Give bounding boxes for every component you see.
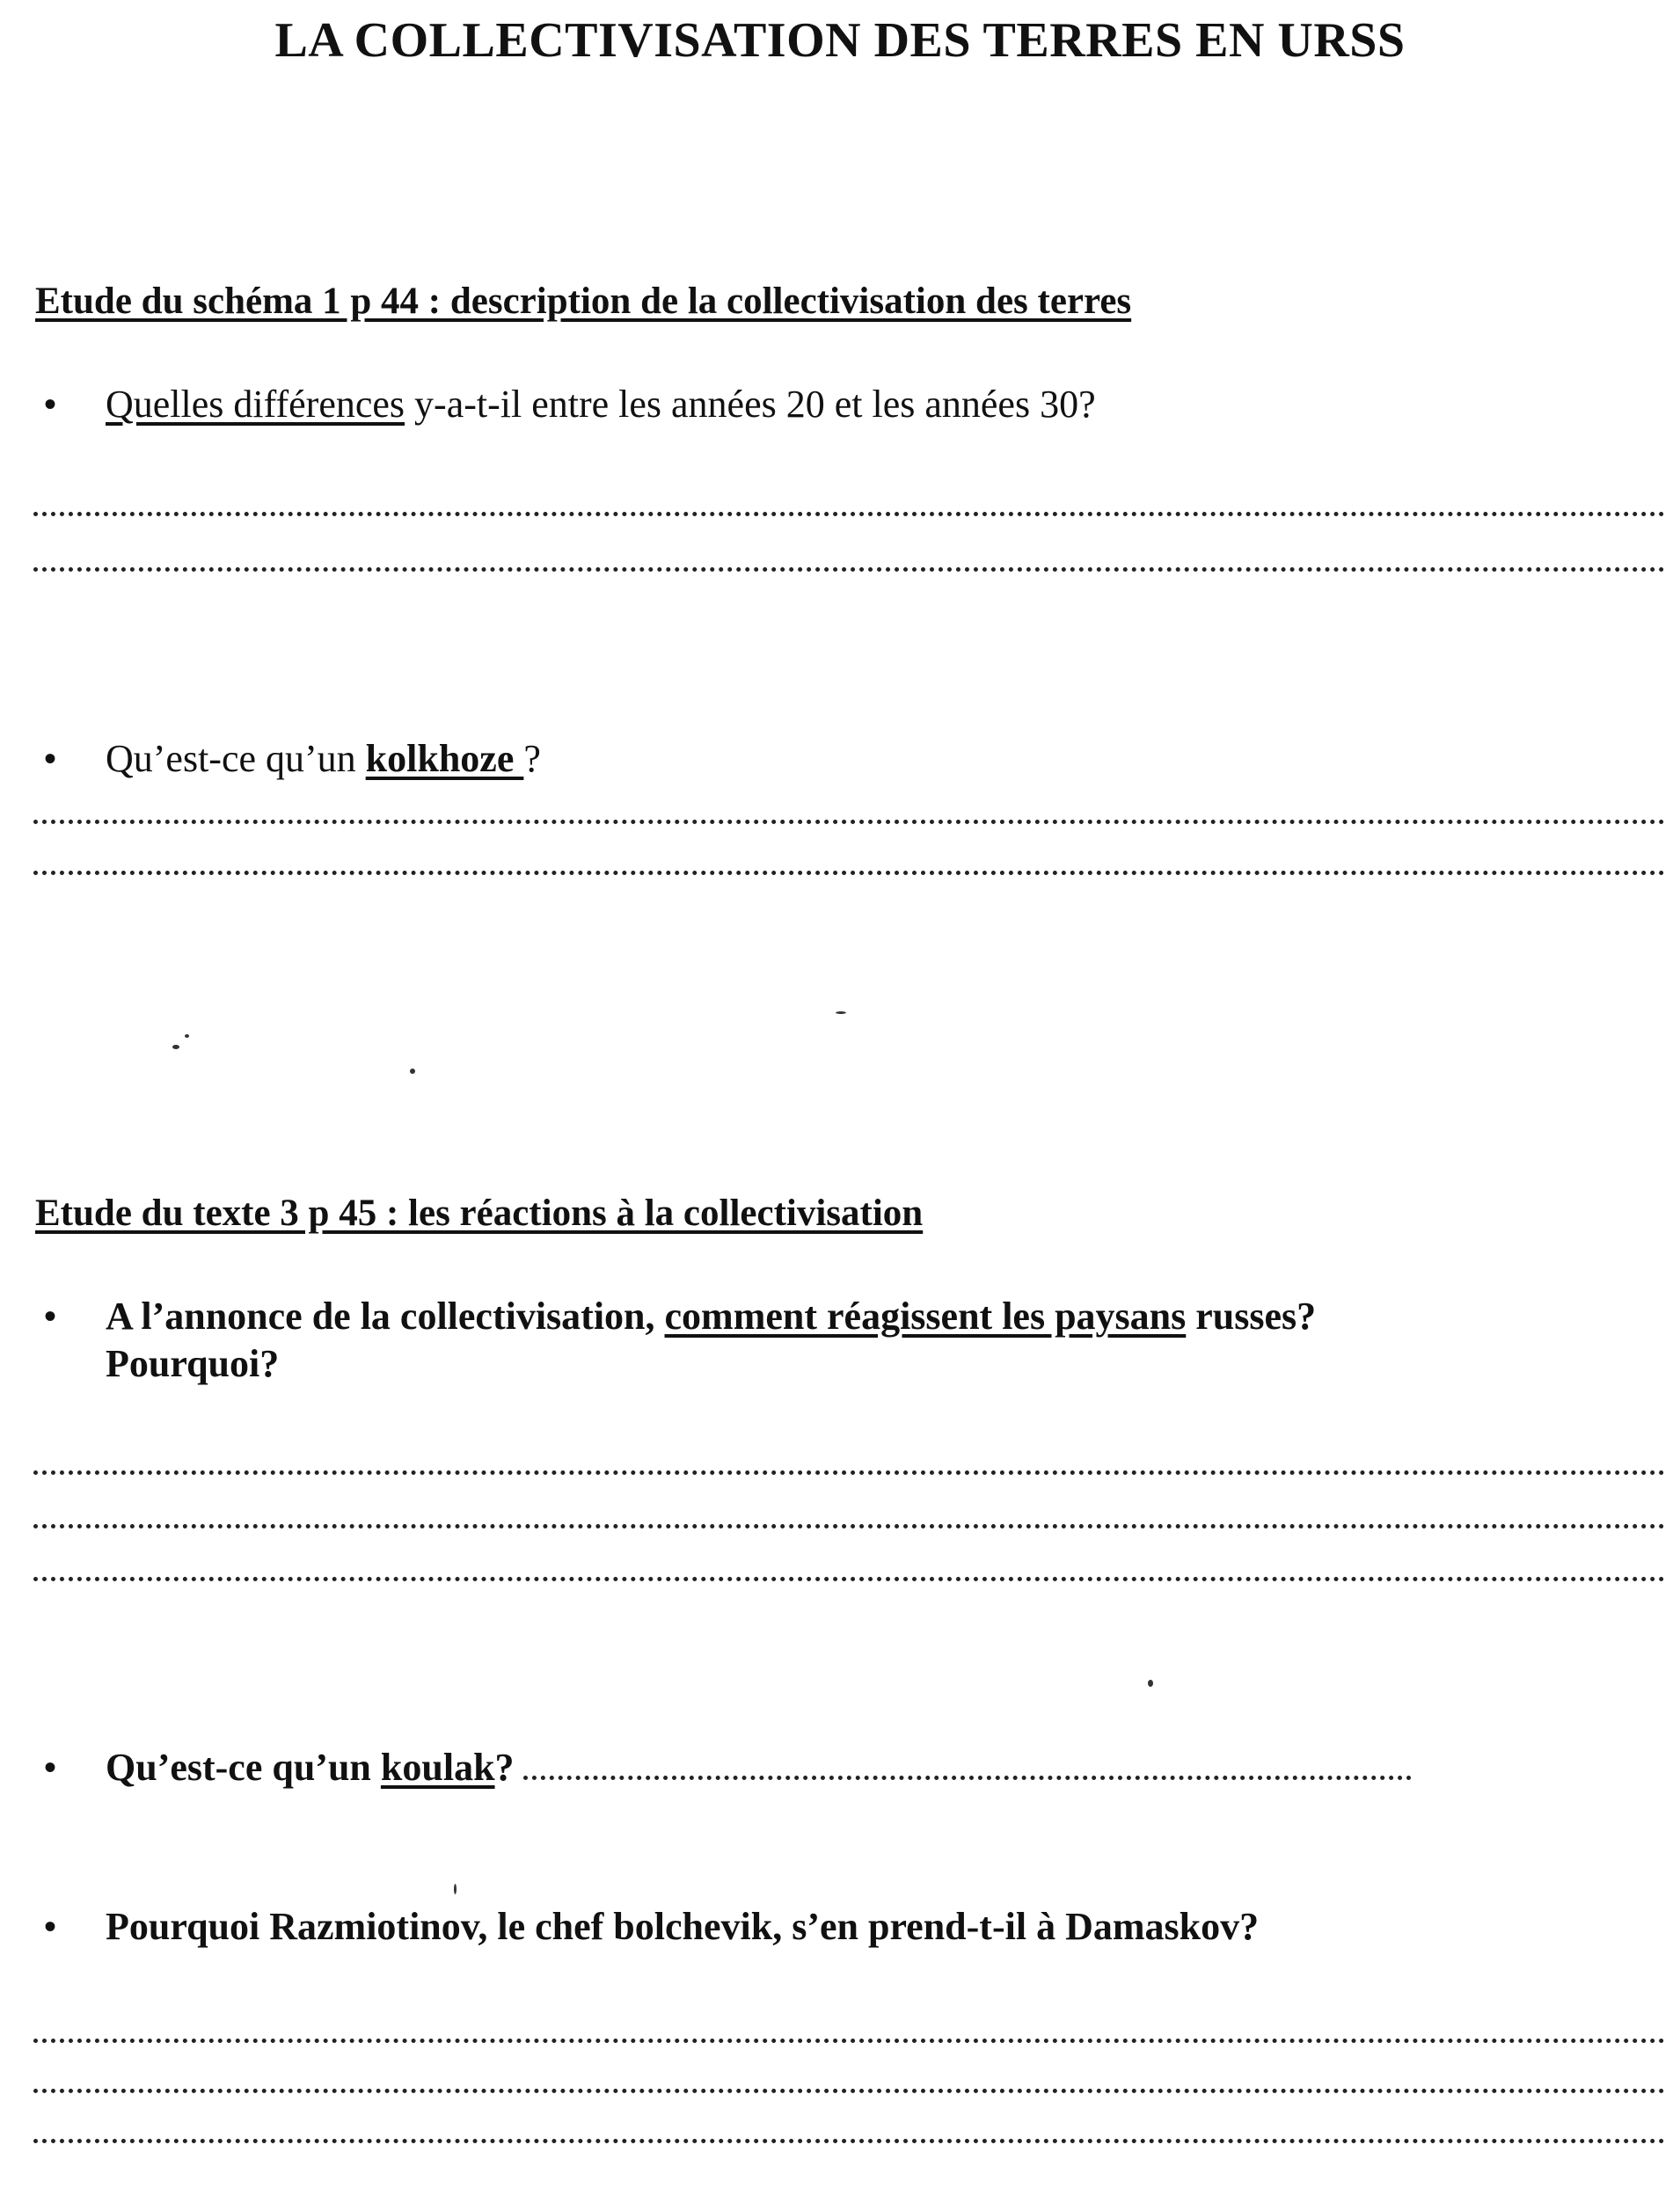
question-text: y-a-t-il entre les années 20 et les années 30? — [405, 383, 1096, 426]
question-text: ? — [523, 737, 541, 780]
question-text-line2: Pourquoi? — [106, 1342, 280, 1385]
scan-speck — [172, 1045, 179, 1049]
question-kolkhoze — [44, 735, 541, 783]
scan-speck — [1148, 1680, 1153, 1687]
question-text: Pourquoi Razmiotinov, le chef bolchevik, s’en prend-t-il à Damaskov? — [106, 1905, 1260, 1948]
scan-speck — [454, 1884, 457, 1894]
question-text: A l’annonce de la collectivisation, — [106, 1295, 665, 1338]
answer-line[interactable] — [33, 2139, 1665, 2143]
question-reactions — [44, 1293, 1317, 1388]
answer-line[interactable] — [33, 2089, 1665, 2093]
question-keyword: kolkhoze — [365, 737, 524, 780]
question-text: russes? — [1186, 1295, 1317, 1338]
question-underlined-text: comment réagissent les paysans — [664, 1295, 1187, 1338]
question-differences — [44, 381, 1096, 428]
answer-line-inline[interactable] — [523, 1776, 1412, 1780]
answer-line[interactable] — [33, 2039, 1665, 2043]
scan-speck — [836, 1011, 846, 1014]
bullet-icon: • — [44, 1907, 57, 1946]
answer-line[interactable] — [33, 871, 1665, 875]
section-heading-schema: Etude du schéma 1 p 44 : description de la collectivisation des terres — [35, 281, 1132, 322]
bullet-icon: • — [44, 1296, 57, 1336]
bullet-icon: • — [44, 1747, 57, 1787]
answer-line[interactable] — [33, 1470, 1665, 1475]
bullet-icon: • — [44, 739, 57, 778]
answer-line[interactable] — [33, 1577, 1665, 1581]
section-heading-texte: Etude du texte 3 p 45 : les réactions à la collectivisation — [35, 1193, 924, 1234]
scan-speck — [185, 1034, 189, 1038]
question-koulak — [44, 1744, 1412, 1791]
answer-line[interactable] — [33, 567, 1665, 572]
question-keyword: koulak — [380, 1746, 495, 1789]
question-text: Qu’est-ce qu’un — [106, 1746, 381, 1789]
bullet-icon: • — [44, 384, 57, 424]
scan-speck — [410, 1069, 415, 1074]
question-text: Qu’est-ce qu’un — [106, 737, 366, 780]
question-razmiotinov — [44, 1903, 1260, 1951]
answer-line[interactable] — [33, 1524, 1665, 1528]
page-title: LA COLLECTIVISATION DES TERRES EN URSS — [274, 13, 1406, 68]
answer-line[interactable] — [33, 820, 1665, 824]
answer-line[interactable] — [33, 512, 1665, 516]
question-text: ? — [494, 1746, 515, 1789]
question-underlined-text: Quelles différences — [106, 383, 405, 426]
